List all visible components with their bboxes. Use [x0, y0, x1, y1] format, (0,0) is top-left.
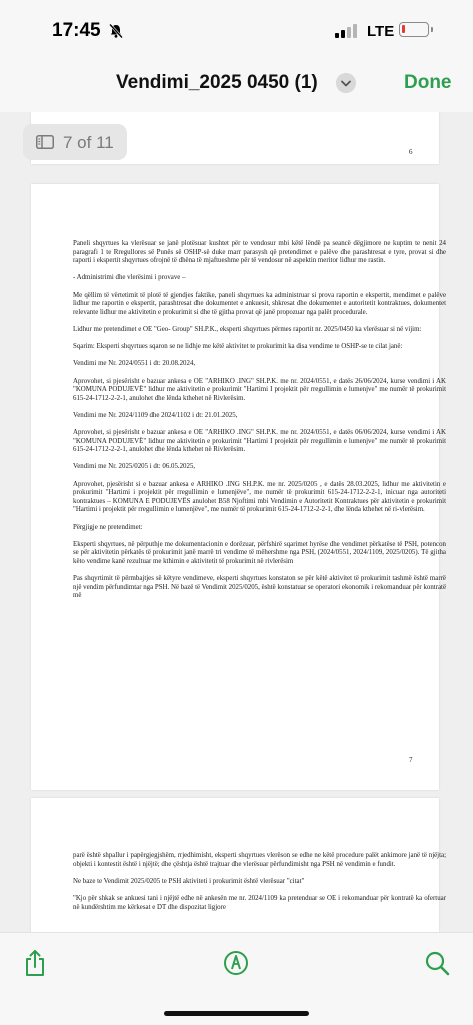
battery-level [402, 25, 405, 33]
paragraph: Aprovohet, pjesërisht si e bazuar ankesa e ARHIKO .ING SH.P.K. me nr. 2025/0205 , e datës 28.03.2025, lidhur me aktivitetin e prokurimit "Hartimi i projektit për rregullimin e lumenjëve", me numër të prokurimit 615-24-1712-2-2-1, inicuar nga autoriteti kontraktues – KOMUNA E PODUJEVËS anulohet B58 Njoftimi mbi Vendimin e Autoritetit Kontraktues për aktivitetin e prokurimit "Hartimi i projektit për rregullimin e lumenjëve", me numër të prokurimit 615-24-1712-2-2-1, dhe lënda kthehet në ri-vlerësim. [73, 480, 446, 514]
search-icon[interactable] [424, 949, 450, 977]
signal-icon [335, 24, 357, 38]
done-button[interactable]: Done [404, 72, 452, 93]
paragraph: Paneli shqyrtues ka vlerësuar se janë plotësuar kushtet për te vendosur mbi këtë lëndë pa seancë dëgjimore ne kuptim te nenit 24 paragrafi 1 te Rregullores së Punës së OSHP-së duke marr parasysh që pretendimet e palëve dhe parashtresat e tyre, provat si dhe raporti i ekspertit shqyrtues ofrojnë të dhëna të mjaftueshme për të vendosur në aspektin meritor lidhur me rastin. [73, 240, 446, 265]
chevron-down-icon[interactable] [336, 73, 356, 93]
page-indicator[interactable] [23, 124, 127, 160]
paragraph: - Administrimi dhe vlerësimi i provave – [73, 274, 186, 282]
paragraph: Sqarim: Eksperti shqyrtues sqaron se ne lidhje me këtë aktivitet te prokurimit ka disa vendime te OSHP-se te cilat janë: [73, 343, 403, 351]
share-icon[interactable] [22, 949, 48, 977]
document-viewer[interactable] [0, 112, 473, 932]
page-number: 7 [409, 756, 413, 764]
paragraph: Ne baze te Vendimit 2025/0205 te PSH aktiviteti i prokurimit është vlerësuar "citat" [73, 877, 305, 885]
page-8-body [73, 852, 446, 921]
page-7-body [73, 240, 446, 610]
home-indicator [164, 1011, 309, 1016]
page-number: 6 [409, 148, 413, 156]
status-bar [0, 0, 473, 62]
paragraph: Aprovohet, si pjesërisht e bazuar ankesa e OE "ARHIKO .ING" SH.P.K. me nr. 2024/0551, e datës 26/06/2024, kurse vendimi i AK "KOMUNA PODUJEVË" lidhur me aktivitetin e prokurimit "Hartimi I projektit për rregullimin e lumenjve" me numër të prokurimit 615-24-1712-2-2-1, anulohet dhe lënda kthehet në Rivlerësim. [73, 377, 446, 402]
paragraph: parë është shpallur i papërgjegjshëm, rrjedhimisht, eksperti shqyrtues vlerëson se edhe ne këtë procedure palët ankimore janë të njëjta; objekti i kontestit është i njëjtë; dhe çështja është trajtuar dhe vlerësuar përfundimisht nga PSH në vendimin e fundit. [73, 852, 446, 868]
paragraph: Vendimi me Nr. 2025/0205 i dt: 06.05.2025, [73, 463, 196, 471]
battery-cap [431, 27, 433, 32]
paragraph: Pas shqyrtimit të përmbajtjes së këtyre vendimeve, eksperti shqyrtues konstaton se për këtë aktivitet të prokurimit tashmë është marrë një vendim përfundimtar nga PSH. Në bazë të Vendimit 2025/0205, është konstatuar se operatori ekonomik i rekomanduar për kontratë më [73, 575, 447, 600]
paragraph: Vendimi me Nr. 2024/1109 dhe 2024/1102 i dt: 21.01.2025, [73, 411, 238, 419]
paragraph: "Kjo për shkak se ankuesi tani i njëjtë edhe në ankesën me nr. 2024/1109 ka pretenduar se OE i rekomanduar për kontratë ka ofertuar në kundërshtim me kërkesat e DT dhe dispozitat ligjore [73, 894, 446, 911]
status-time: 17:45 [52, 20, 101, 41]
paragraph: Lidhur me pretendimet e OE "Geo- Group" SH.P.K., eksperti shqyrtues përmes raportit nr. 2025/0450 ka vlerësuar si në vijim: [73, 325, 422, 333]
page-indicator-label: 7 of 11 [63, 133, 114, 152]
sidebar-icon [36, 135, 54, 149]
paragraph: Vendimi me Nr. 2024/0551 i dt: 20.08.2024, [73, 360, 196, 368]
paragraph: Aprovohet, si pjesërisht e bazuar ankesa e OE "ARHIKO .ING" SH.P.K. me nr. 2024/0551, e datës 06/06/2024, kurse vendimi i AK "KOMUNA PODUJEVË" lidhur me aktivitetin e prokurimit "Hartimi I projektit për rregullimin e lumenjve" me numër të prokurimit 615-24-1712-2-2-1, anulohet dhe lënda kthehet në Rivlerësim. [73, 429, 446, 454]
page-7 [31, 184, 447, 790]
paragraph: Me qëllim të vërtetimit të plotë të gjendjes faktike, paneli shqyrtues ka administruar si prova raportin e ekspertit, mendimet e palëve lidhur me raportin e ekspertit, parashtresat dhe dokumentet e ankuesit, shkresat dhe dokumentet e autoritetit kontraktues, dokumentet relevante lidhur me aktivitetin e prokurimit si dhe të gjitha provat që janë propozuar nga palët procedurale. [73, 291, 446, 316]
markup-icon[interactable] [223, 949, 249, 977]
nav-bar [0, 62, 473, 112]
page-8 [31, 798, 446, 932]
paragraph: Përgjigje ne pretendimet: [73, 523, 143, 531]
document-title: Vendimi_2025 0450 (1) [116, 72, 318, 93]
battery-icon [399, 22, 429, 37]
paragraph: Eksperti shqyrtues, në përputhje me dokumentacionin e dorëzuar, përfshirë sqarimet hyrëse dhe vendimet përkatëse të PSH, potencon se për aktivitetin përkatës të prokurimit janë marrë tri vendime të mëhershme nga PSH, (2024/0551, 2024/1109, 2025/0205). Të gjitha këto vendime kanë rezultuar me kthimin e aktivitetit të prokurimit në rivlerësim [73, 540, 446, 565]
bottom-toolbar [0, 932, 473, 1025]
network-label: LTE [367, 23, 395, 40]
bell-slash-icon [108, 23, 124, 39]
